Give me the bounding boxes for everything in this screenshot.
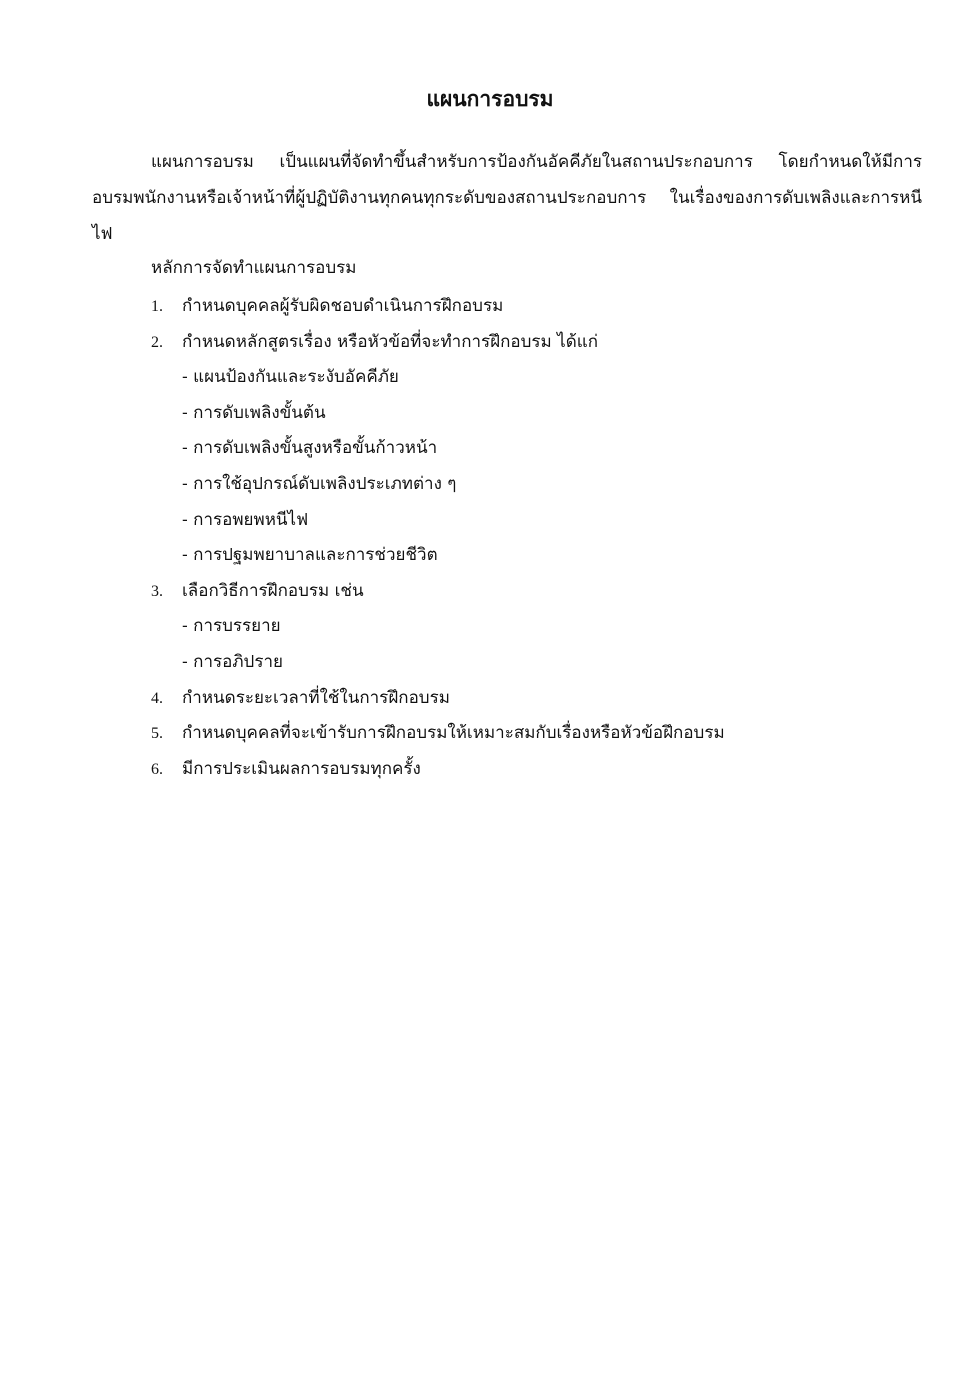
item-number: 4. — [151, 689, 163, 707]
list-item — [151, 752, 931, 788]
item-text: กำหนดระยะเวลาที่ใช้ในการฝึกอบรม — [182, 687, 450, 708]
principles-list — [151, 289, 931, 787]
sub-item: - การปฐมพยาบาลและการช่วยชีวิต — [182, 545, 438, 566]
sub-item: - แผนป้องกันและระงับอัคคีภัย — [182, 367, 399, 388]
sub-item: - การดับเพลิงขั้นต้น — [182, 402, 326, 423]
item-number: 1. — [151, 298, 163, 315]
list-item — [151, 716, 931, 752]
item-number: 6. — [151, 760, 163, 778]
sub-item: - การอพยพหนีไฟ — [182, 509, 309, 530]
list-item — [151, 325, 931, 361]
sub-item: - การอภิปราย — [182, 651, 283, 672]
intro-paragraph: แผนการอบรม เป็นแผนที่จัดทำขึ้นสำหรับการป้องกันอัคคีภัยในสถานประกอบการ โดยกำหนดให้มีการอบรมพนักงานหรือเจ้าหน้าที่ผู้ปฏิบัติงานทุกคนทุกระดับของสถานประกอบการ ในเรื่องของการดับเพลิงและการหนีไฟ — [92, 152, 922, 244]
list-item — [151, 574, 931, 610]
item-number: 3. — [151, 582, 163, 600]
item-text: กำหนดบุคคลผู้รับผิดชอบดำเนินการฝึกอบรม — [182, 296, 504, 316]
list-item — [151, 289, 931, 325]
sub-item: - การบรรยาย — [182, 616, 281, 637]
sub-item: - การใช้อุปกรณ์ดับเพลิงประเภทต่าง ๆ — [182, 473, 457, 494]
principles-label: หลักการจัดทำแผนการอบรม — [151, 258, 357, 278]
item-number: 2. — [151, 333, 163, 351]
list-item — [151, 681, 931, 717]
item-text: เลือกวิธีการฝึกอบรม เช่น — [182, 580, 364, 601]
document-title: แผนการอบรม — [426, 86, 554, 111]
item-text: มีการประเมินผลการอบรมทุกครั้ง — [182, 758, 421, 779]
item-text: กำหนดหลักสูตรเรื่อง หรือหัวข้อที่จะทำการฝึกอบรม ได้แก่ — [182, 331, 599, 352]
item-number: 5. — [151, 725, 163, 743]
sub-item: - การดับเพลิงขั้นสูงหรือขั้นก้าวหน้า — [182, 438, 438, 459]
item-text: กำหนดบุคคลที่จะเข้ารับการฝึกอบรมให้เหมาะสมกับเรื่องหรือหัวข้อฝึกอบรม — [182, 723, 725, 744]
